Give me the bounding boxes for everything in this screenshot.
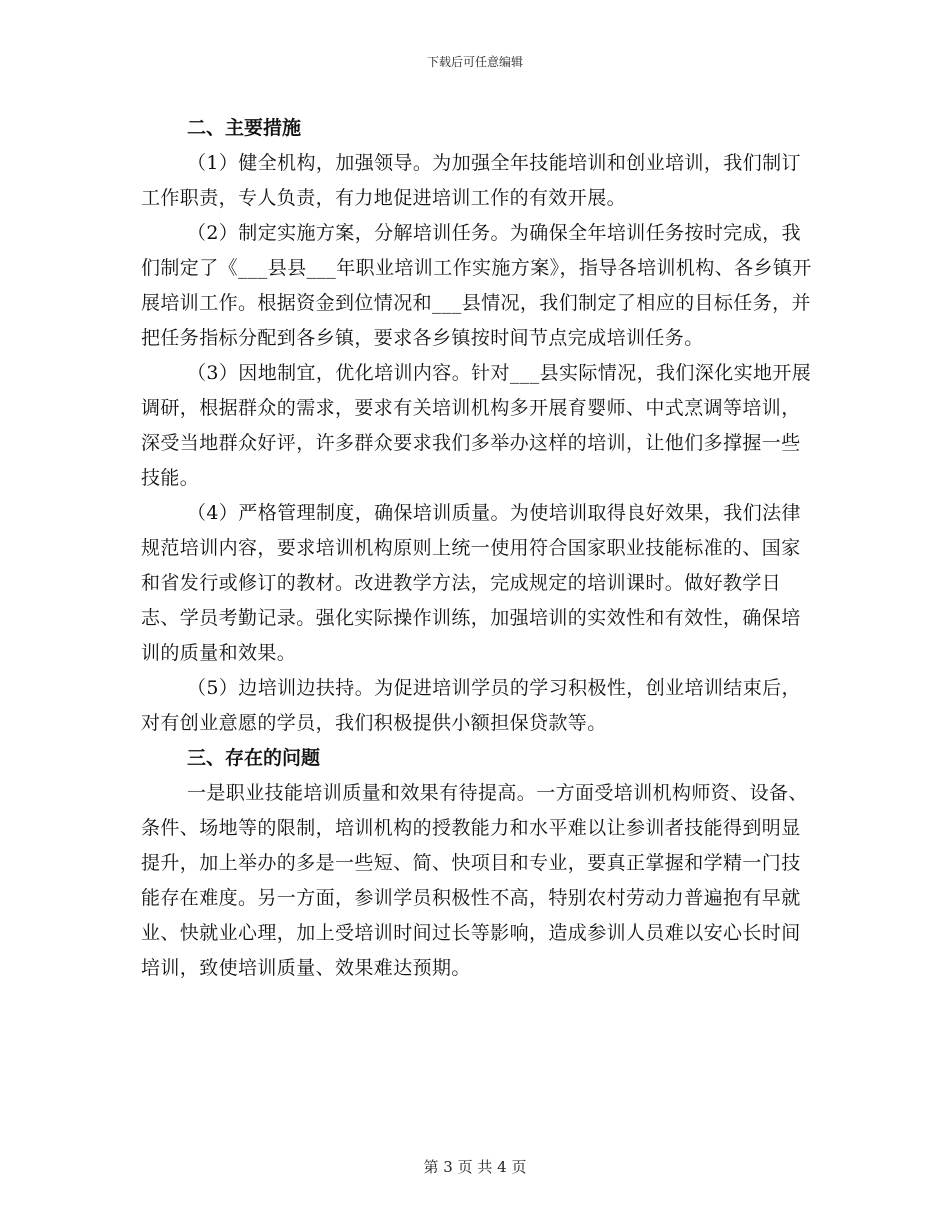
section-heading-problems: 三、存在的问题 — [187, 747, 321, 769]
paragraph-measure-2: （2）制定实施方案，分解培训任务。为确保全年培训任务按时完成，我们制定了《___县县___年职业培训工作实施方案》，指导各培训机构、各乡镇开展培训工作。根据资金到位情况和___县情况，我们制定了相应的目标任务，并把任务指标分配到各乡镇，要求各乡镇按时间节点完成培训任务。 — [141, 222, 812, 349]
page-number: 第 3 页 共 4 页 — [423, 1158, 527, 1176]
document-body — [141, 111, 813, 986]
paragraph-problem-1: 一是职业技能培训质量和效果有待提高。一方面受培训机构师资、设备、条件、场地等的限制，培训机构的授教能力和水平难以让参训者技能得到明显提升，加上举办的多是一些短、简、快项目和专业，要真正掌握和学精一门技能存在难度。另一方面，参训学员积极性不高，特别农村劳动力普遍抱有早就业、快就业心理，加上受培训时间过长等影响，造成参训人员难以安心长时间培训，致使培训质量、效果难达预期。 — [141, 782, 808, 979]
paragraph-measure-4: （4）严格管理制度，确保培训质量。为使培训取得良好效果，我们法律规范培训内容，要求培训机构原则上统一使用符合国家职业技能标准的、国家和省发行或修订的教材。改进教学方法，完成规定的培训课时。做好教学日志、学员考勤记录。强化实际操作训练，加强培训的实效性和有效性，确保培训的质量和效果。 — [141, 502, 801, 664]
paragraph-measure-5: （5）边培训边扶持。为促进培训学员的学习积极性，创业培训结束后，对有创业意愿的学员，我们积极提供小额担保贷款等。 — [141, 677, 801, 734]
paragraph-measure-3: （3）因地制宜，优化培训内容。针对___县实际情况，我们深化实地开展调研，根据群众的需求，要求有关培训机构多开展育婴师、中式烹调等培训，深受当地群众好评，许多群众要求我们多举办这样的培训，让他们多撑握一些技能。 — [141, 362, 812, 489]
page-header-note: 下载后可任意编辑 — [426, 55, 523, 69]
section-heading-measures: 二、主要措施 — [187, 117, 302, 139]
paragraph-measure-1: （1）健全机构，加强领导。为加强全年技能培训和创业培训，我们制订工作职责，专人负责，有力地促进培训工作的有效开展。 — [141, 152, 801, 209]
